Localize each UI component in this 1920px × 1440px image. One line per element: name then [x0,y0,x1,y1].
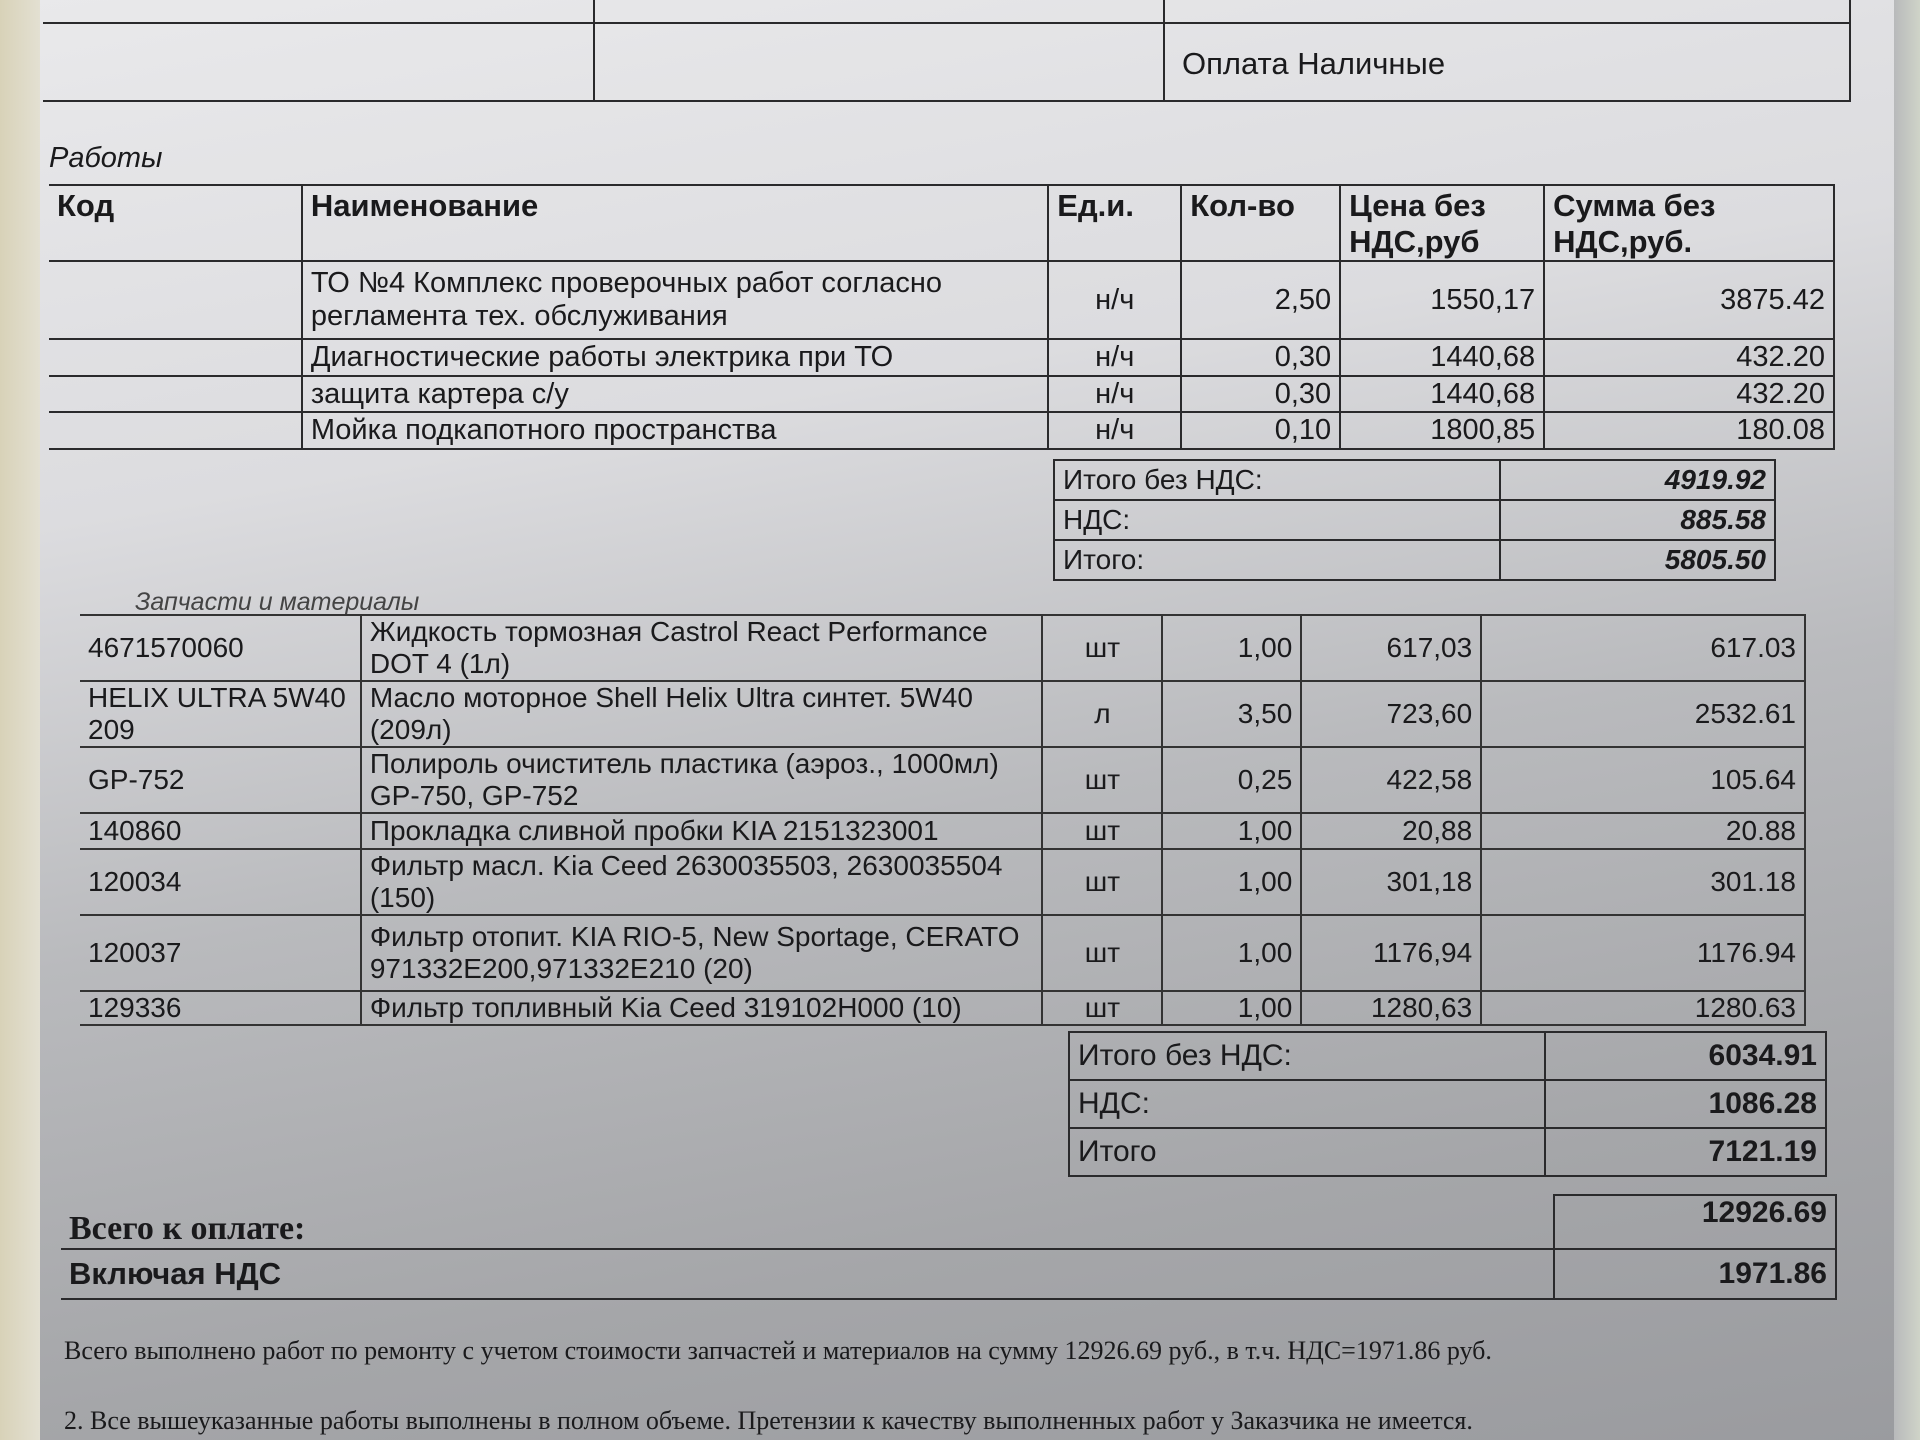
parts-row [80,813,1805,849]
works-totals [1053,459,1776,581]
item-sum: 617.03 [1481,615,1805,681]
item-name: ТО №4 Комплекс проверочных работ согласно регламента тех. обслуживания [302,261,1048,339]
item-qty: 0,30 [1181,376,1340,412]
payment-method: Оплата Наличные [1182,46,1446,81]
col-name: Наименование [302,185,1048,261]
item-sum: 432.20 [1544,339,1834,376]
total-label: НДС: [1054,500,1500,540]
item-name: Прокладка сливной пробки KIA 2151323001 [361,813,1043,849]
item-code: 120034 [80,849,361,915]
background-cloth [1894,0,1920,1440]
item-sum: 301.18 [1481,849,1805,915]
col-code: Код [49,185,302,261]
item-sum: 2532.61 [1481,681,1805,747]
item-code: 140860 [80,813,361,849]
item-unit: н/ч [1048,376,1181,412]
item-price: 1800,85 [1340,412,1544,449]
grand-total-label: Всего к оплате: [61,1195,1554,1249]
item-sum: 20.88 [1481,813,1805,849]
footer-note: 2. Все вышеуказанные работы выполнены в полном объеме. Претензии к качеству выполненных работ у Заказчика не имеется. [64,1406,1473,1435]
item-qty: 0,25 [1162,747,1301,813]
item-unit: н/ч [1048,412,1181,449]
parts-row [80,747,1805,813]
item-sum: 432.20 [1544,376,1834,412]
col-unit: Ед.и. [1048,185,1181,261]
item-unit: шт [1042,991,1162,1025]
item-qty: 3,50 [1162,681,1301,747]
footer-summary: Всего выполнено работ по ремонту с учетом стоимости запчастей и материалов на сумму 12926.69 руб., в т.ч. НДС=1971.86 руб. [64,1336,1492,1365]
item-price: 1176,94 [1301,915,1481,991]
item-price: 422,58 [1301,747,1481,813]
col-qty: Кол-во [1181,185,1340,261]
parts-row [80,849,1805,915]
item-unit: шт [1042,849,1162,915]
item-qty: 1,00 [1162,615,1301,681]
total-label: Итого: [1054,540,1500,580]
background-cloth [0,0,40,1440]
item-qty: 0,10 [1181,412,1340,449]
total-value: 1086.28 [1545,1080,1826,1128]
item-price: 723,60 [1301,681,1481,747]
parts-row [80,681,1805,747]
item-name: Мойка подкапотного пространства [302,412,1048,449]
total-label: Итого [1069,1128,1545,1176]
vat-included-value: 1971.86 [1554,1249,1836,1299]
col-sum: Сумма без НДС,руб. [1544,185,1834,261]
works-row [49,412,1834,449]
works-section-title: Работы [49,142,163,174]
item-unit: н/ч [1048,339,1181,376]
parts-section-title: Запчасти и материалы [135,588,420,616]
total-value: 5805.50 [1500,540,1775,580]
total-value: 4919.92 [1500,460,1775,500]
item-name: Полироль очиститель пластика (аэроз., 1000мл) GP-750, GP-752 [361,747,1043,813]
item-unit: шт [1042,813,1162,849]
total-label: Итого без НДС: [1054,460,1500,500]
item-code: GP-752 [80,747,361,813]
item-code [49,376,302,412]
total-value: 6034.91 [1545,1032,1826,1080]
item-sum: 1176.94 [1481,915,1805,991]
item-qty: 1,00 [1162,991,1301,1025]
item-name: Фильтр топливный Kia Ceed 319102H000 (10) [361,991,1043,1025]
parts-total-row [1069,1080,1826,1128]
item-qty: 1,00 [1162,849,1301,915]
item-price: 1440,68 [1340,376,1544,412]
item-code: 4671570060 [80,615,361,681]
total-value: 7121.19 [1545,1128,1826,1176]
grand-total-table [61,1194,1837,1300]
vat-included-label: Включая НДС [61,1249,1554,1299]
item-qty: 2,50 [1181,261,1340,339]
item-code [49,412,302,449]
parts-row [80,615,1805,681]
works-total-row [1054,540,1775,580]
works-row [49,261,1834,339]
item-code [49,339,302,376]
item-price: 1280,63 [1301,991,1481,1025]
item-name: защита картера с/у [302,376,1048,412]
works-total-row [1054,500,1775,540]
parts-row [80,915,1805,991]
item-price: 1440,68 [1340,339,1544,376]
parts-totals [1068,1031,1827,1177]
total-label: Итого без НДС: [1069,1032,1545,1080]
item-price: 20,88 [1301,813,1481,849]
item-unit: шт [1042,747,1162,813]
works-header-row [49,185,1834,261]
item-name: Фильтр отопит. KIA RIO-5, New Sportage, CERATO 971332E200,971332E210 (20) [361,915,1043,991]
works-total-row [1054,460,1775,500]
parts-table [80,614,1806,1026]
item-name: Масло моторное Shell Helix Ultra синтет. 5W40 (209л) [361,681,1043,747]
item-name: Жидкость тормозная Castrol React Performance DOT 4 (1л) [361,615,1043,681]
item-sum: 180.08 [1544,412,1834,449]
works-row [49,376,1834,412]
item-price: 617,03 [1301,615,1481,681]
item-code [49,261,302,339]
parts-total-row [1069,1032,1826,1080]
parts-total-row [1069,1128,1826,1176]
item-unit: шт [1042,915,1162,991]
item-unit: л [1042,681,1162,747]
works-table [49,184,1835,450]
item-price: 1550,17 [1340,261,1544,339]
item-sum: 105.64 [1481,747,1805,813]
parts-row [80,991,1805,1025]
col-price: Цена без НДС,руб [1340,185,1544,261]
item-qty: 1,00 [1162,915,1301,991]
works-row [49,339,1834,376]
item-unit: н/ч [1048,261,1181,339]
item-code: HELIX ULTRA 5W40 209 [80,681,361,747]
item-name: Фильтр масл. Kia Ceed 2630035503, 2630035504 (150) [361,849,1043,915]
item-sum: 1280.63 [1481,991,1805,1025]
item-code: 129336 [80,991,361,1025]
item-sum: 3875.42 [1544,261,1834,339]
total-value: 885.58 [1500,500,1775,540]
item-name: Диагностические работы электрика при ТО [302,339,1048,376]
item-qty: 0,30 [1181,339,1340,376]
item-unit: шт [1042,615,1162,681]
item-price: 301,18 [1301,849,1481,915]
item-qty: 1,00 [1162,813,1301,849]
item-code: 120037 [80,915,361,991]
grand-total-value: 12926.69 [1554,1195,1836,1249]
total-label: НДС: [1069,1080,1545,1128]
